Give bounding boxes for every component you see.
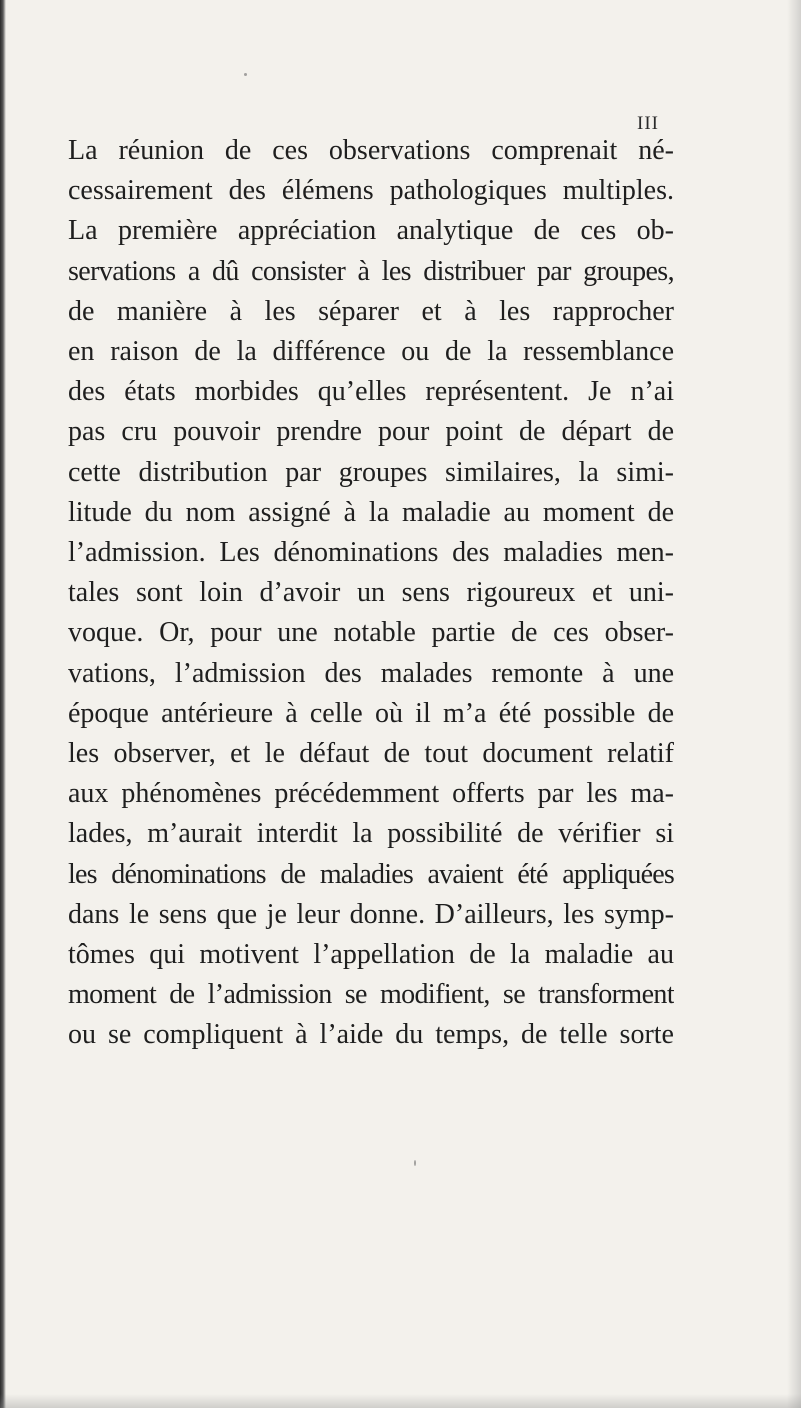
- page-number: III: [637, 113, 659, 134]
- text-line: voque. Or, pour une notable partie de ces obser-: [68, 617, 674, 649]
- text-line: des états morbides qu’elles représentent. Je n’ai: [68, 376, 674, 408]
- text-line: aux phénomènes précédemment offerts par les ma-: [68, 778, 674, 810]
- text-line: lades, m’aurait interdit la possibilité de vérifier si: [68, 818, 674, 850]
- body-text: [68, 131, 674, 1056]
- binding-edge: [0, 0, 6, 1408]
- text-line: époque antérieure à celle où il m’a été possible de: [68, 697, 674, 729]
- text-line: l’admission. Les dénominations des maladies men-: [68, 537, 674, 569]
- text-line: en raison de la différence ou de la ressemblance: [68, 336, 674, 368]
- page-bottom-edge: [0, 1394, 801, 1408]
- text-line: La première appréciation analytique de ces ob-: [68, 215, 674, 247]
- text-line: litude du nom assigné à la maladie au moment de: [68, 496, 674, 528]
- text-line: cette distribution par groupes similaires, la simi-: [68, 456, 674, 488]
- text-line: moment de l’admission se modifient, se transforment: [68, 979, 674, 1011]
- paper-speck: [244, 73, 247, 76]
- text-line: cessairement des élémens pathologiques multiples.: [68, 175, 674, 207]
- text-line: tômes qui motivent l’appellation de la maladie au: [68, 939, 674, 971]
- text-line: les dénominations de maladies avaient été appliquées: [68, 858, 674, 890]
- text-line: pas cru pouvoir prendre pour point de départ de: [68, 416, 674, 448]
- page-edge-shadow: [787, 0, 801, 1408]
- text-line: vations, l’admission des malades remonte à une: [68, 657, 674, 689]
- text-line: La réunion de ces observations comprenait né-: [68, 135, 674, 166]
- text-line: les observer, et le défaut de tout document relatif: [68, 738, 674, 770]
- paper-speck: [414, 1160, 416, 1166]
- text-line: servations a dû consister à les distribuer par groupes,: [68, 255, 674, 287]
- text-line: ou se compliquent à l’aide du temps, de telle sorte: [68, 1019, 674, 1051]
- text-line: tales sont loin d’avoir un sens rigoureux et uni-: [68, 577, 674, 609]
- text-line: dans le sens que je leur donne. D’ailleurs, les symp-: [68, 898, 674, 930]
- text-line: de manière à les séparer et à les rapprocher: [68, 295, 674, 327]
